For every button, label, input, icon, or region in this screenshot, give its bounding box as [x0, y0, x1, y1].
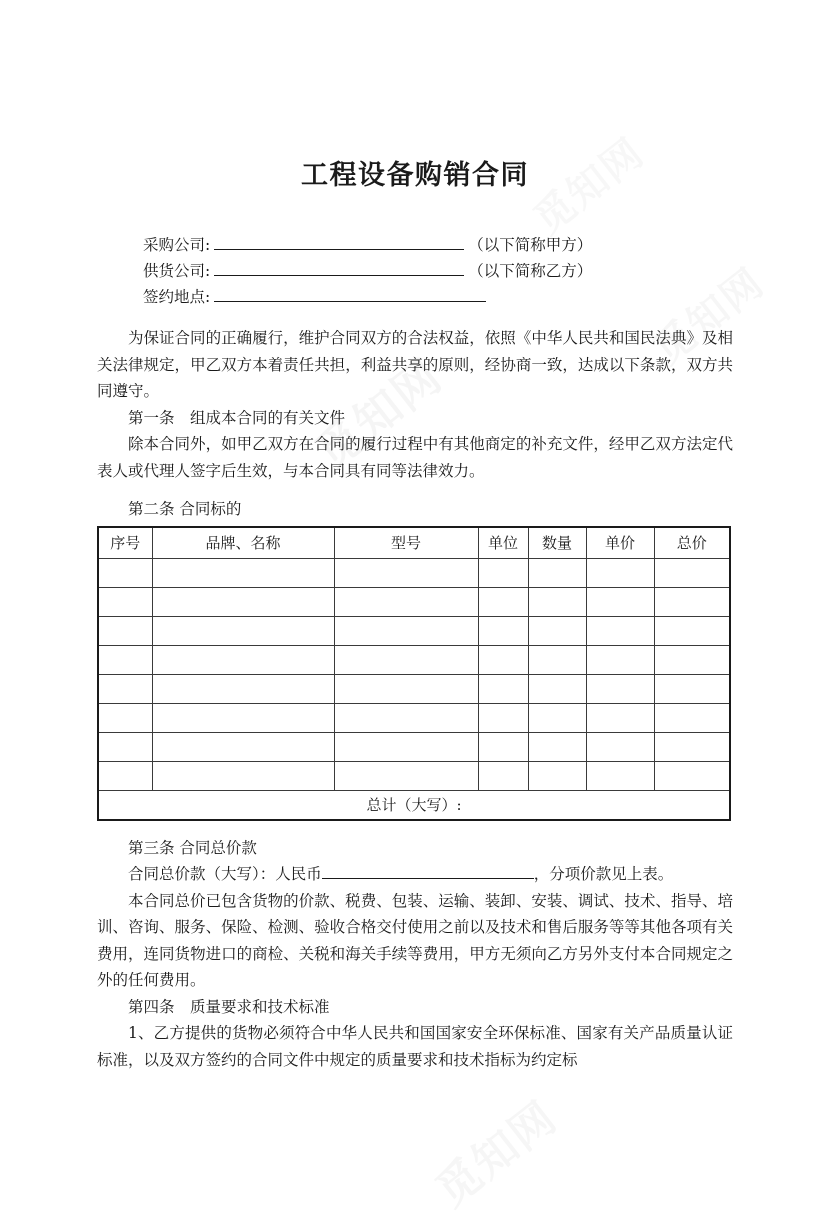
cell-qty[interactable] — [528, 761, 586, 790]
column-header-brand: 品牌、名称 — [152, 527, 334, 559]
column-header-no: 序号 — [98, 527, 152, 559]
table-footer-row[interactable] — [98, 790, 730, 820]
supplier-company-input[interactable] — [214, 258, 464, 276]
cell-unit[interactable] — [478, 703, 528, 732]
cell-no[interactable] — [98, 732, 152, 761]
table-row[interactable] — [98, 674, 730, 703]
table-row[interactable] — [98, 761, 730, 790]
cell-qty[interactable] — [528, 732, 586, 761]
cell-no[interactable] — [98, 616, 152, 645]
spacer — [97, 310, 733, 325]
cell-model[interactable] — [334, 732, 478, 761]
table-row[interactable] — [98, 703, 730, 732]
cell-qty[interactable] — [528, 616, 586, 645]
cell-model[interactable] — [334, 645, 478, 674]
cell-no[interactable] — [98, 761, 152, 790]
cell-brand[interactable] — [152, 761, 334, 790]
preamble-paragraph: 为保证合同的正确履行，维护合同双方的合法权益，依照《中华人民共和国民法典》及相关法律规定，甲乙双方本着责任共担，利益共享的原则，经协商一致，达成以下条款，双方共同遵守。 — [97, 329, 733, 400]
cell-price[interactable] — [586, 674, 654, 703]
party-row-buyer — [143, 232, 733, 258]
party-fields — [97, 232, 733, 310]
clause-1-heading: 第一条 组成本合同的有关文件 — [128, 408, 346, 427]
cell-total[interactable] — [654, 674, 730, 703]
table-row[interactable] — [98, 645, 730, 674]
party-row-supplier — [143, 258, 733, 284]
cell-model[interactable] — [334, 616, 478, 645]
cell-no[interactable] — [98, 703, 152, 732]
clause-4-heading: 第四条 质量要求和技术标准 — [128, 997, 330, 1016]
cell-unit[interactable] — [478, 587, 528, 616]
cell-no[interactable] — [98, 674, 152, 703]
goods-table — [97, 526, 731, 821]
party-suffix-supplier: （以下简称乙方） — [468, 262, 593, 280]
cell-total[interactable] — [654, 645, 730, 674]
cell-total[interactable] — [654, 558, 730, 587]
page-title: 工程设备购销合同 — [301, 160, 529, 191]
cell-total[interactable] — [654, 703, 730, 732]
cell-brand[interactable] — [152, 703, 334, 732]
cell-brand[interactable] — [152, 616, 334, 645]
cell-unit[interactable] — [478, 732, 528, 761]
cell-price[interactable] — [586, 761, 654, 790]
price-prefix-label: 合同总价款（大写）：人民币 — [128, 865, 322, 883]
cell-unit[interactable] — [478, 674, 528, 703]
table-row[interactable] — [98, 616, 730, 645]
cell-brand[interactable] — [152, 558, 334, 587]
party-label-buyer: 采购公司: — [143, 236, 211, 254]
column-header-total: 总价 — [654, 527, 730, 559]
cell-qty[interactable] — [528, 703, 586, 732]
cell-model[interactable] — [334, 558, 478, 587]
contract-total-price-row — [97, 861, 733, 888]
cell-total[interactable] — [654, 587, 730, 616]
watermark-text — [420, 1083, 568, 1218]
cell-unit[interactable] — [478, 558, 528, 587]
table-body — [98, 558, 730, 820]
price-suffix-label: ，分项价款见上表。 — [533, 865, 674, 883]
column-header-price: 单价 — [586, 527, 654, 559]
cell-total[interactable] — [654, 732, 730, 761]
cell-price[interactable] — [586, 703, 654, 732]
column-header-qty: 数量 — [528, 527, 586, 559]
cell-price[interactable] — [586, 587, 654, 616]
cell-brand[interactable] — [152, 674, 334, 703]
clause-1-body: 除本合同外，如甲乙双方在合同的履行过程中有其他商定的补充文件，经甲乙双方法定代表人或代理人签字后生效，与本合同具有同等法律效力。 — [97, 435, 733, 480]
cell-no[interactable] — [98, 587, 152, 616]
party-label-location: 签约地点: — [143, 288, 211, 306]
clause-3-heading: 第三条 合同总价款 — [128, 838, 257, 857]
cell-unit[interactable] — [478, 645, 528, 674]
table-header-row — [98, 527, 730, 559]
table-row[interactable] — [98, 558, 730, 587]
column-header-unit: 单位 — [478, 527, 528, 559]
table-row[interactable] — [98, 587, 730, 616]
cell-price[interactable] — [586, 645, 654, 674]
cell-no[interactable] — [98, 645, 152, 674]
table-row[interactable] — [98, 732, 730, 761]
cell-qty[interactable] — [528, 587, 586, 616]
cell-brand[interactable] — [152, 732, 334, 761]
cell-model[interactable] — [334, 674, 478, 703]
clause-4-item-1: 1、乙方提供的货物必须符合中华人民共和国国家安全环保标准、国家有关产品质量认证标准，以及双方签约的合同文件中规定的质量要求和技术指标为约定标 — [97, 1024, 733, 1069]
contract-total-price-input[interactable] — [322, 861, 534, 879]
cell-price[interactable] — [586, 558, 654, 587]
party-suffix-buyer: （以下简称甲方） — [468, 236, 593, 254]
cell-model[interactable] — [334, 761, 478, 790]
cell-price[interactable] — [586, 616, 654, 645]
cell-brand[interactable] — [152, 645, 334, 674]
party-label-supplier: 供货公司: — [143, 262, 211, 280]
cell-total[interactable] — [654, 616, 730, 645]
document-content — [97, 0, 733, 1073]
buyer-company-input[interactable] — [214, 232, 464, 250]
cell-brand[interactable] — [152, 587, 334, 616]
cell-qty[interactable] — [528, 645, 586, 674]
column-header-model: 型号 — [334, 527, 478, 559]
cell-model[interactable] — [334, 587, 478, 616]
clause-2-heading: 第二条 合同标的 — [128, 500, 242, 518]
cell-unit[interactable] — [478, 616, 528, 645]
signing-location-input[interactable] — [214, 284, 486, 302]
cell-qty[interactable] — [528, 674, 586, 703]
clause-3-block — [97, 821, 733, 994]
clause-3-body: 本合同总价已包含货物的价款、税费、包装、运输、装卸、安装、调试、技术、指导、培训、咨询、服务、保险、检测、验收合格交付使用之前以及技术和售后服务等等其他各项有关费用，连同货物进口的商检、关税和海关手续等费用，甲方无须向乙方另外支付本合同规定之外的任何费用。 — [97, 891, 733, 989]
grand-total-cell[interactable]: 总计（大写）: — [98, 790, 730, 820]
cell-qty[interactable] — [528, 558, 586, 587]
cell-price[interactable] — [586, 732, 654, 761]
cell-no[interactable] — [98, 558, 152, 587]
cell-total[interactable] — [654, 761, 730, 790]
cell-model[interactable] — [334, 703, 478, 732]
cell-unit[interactable] — [478, 761, 528, 790]
party-row-location — [143, 284, 733, 310]
